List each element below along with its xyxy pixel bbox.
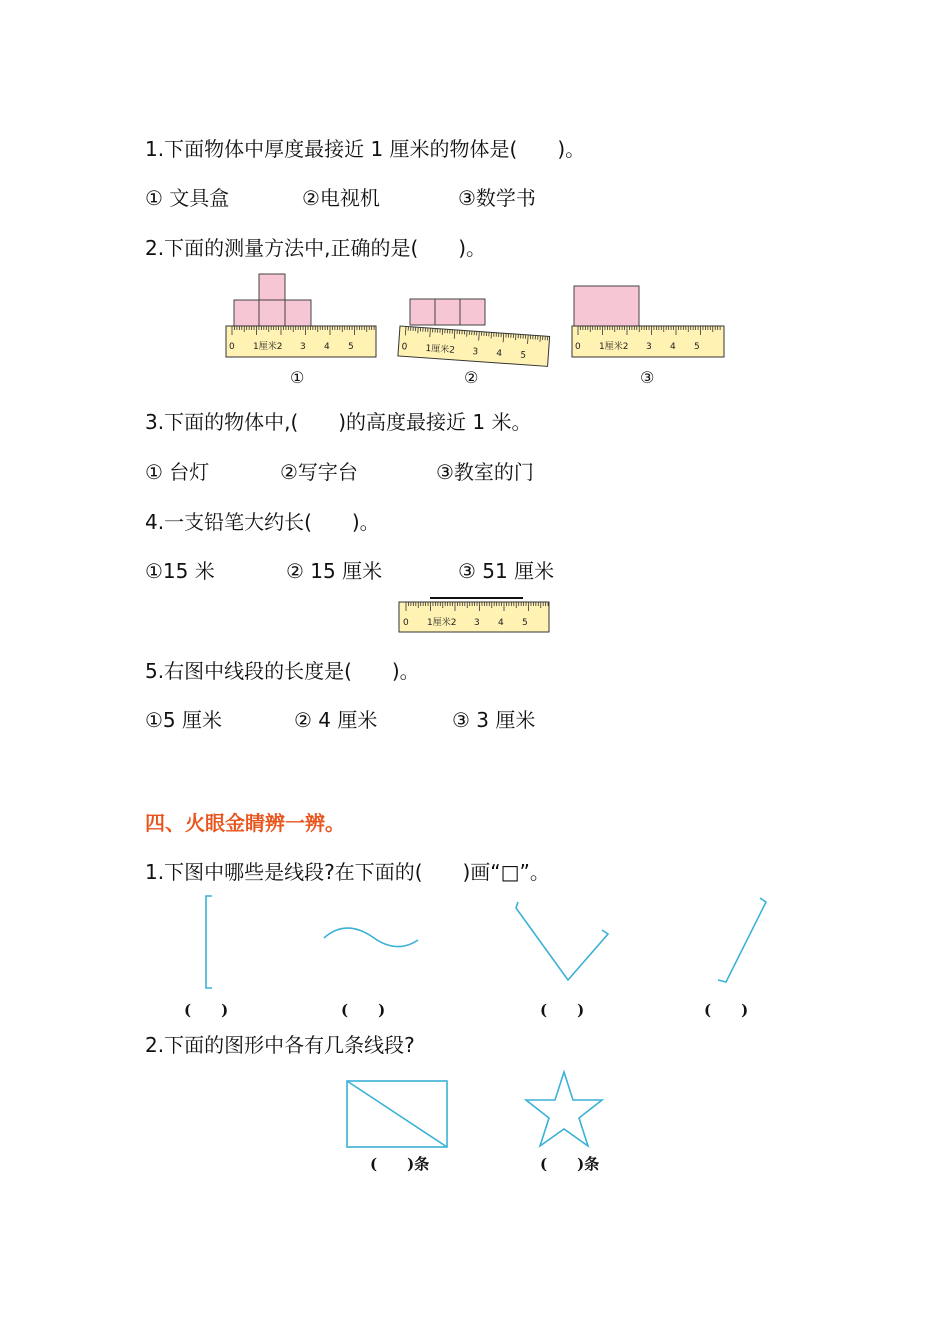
ruler-tick-label: 1厘米2 — [427, 618, 457, 628]
block — [234, 300, 260, 326]
block — [285, 300, 311, 326]
q3-option-1: ① 台灯 — [145, 460, 210, 484]
answer-blank-4[interactable]: ( ) — [704, 1001, 749, 1019]
q4-option-1: ①15 米 — [145, 559, 215, 583]
measure-figure-2 — [398, 296, 550, 370]
ruler — [399, 602, 549, 632]
q3-option-3: ③教室的门 — [436, 460, 534, 484]
ruler-tick-label: 0 — [575, 342, 581, 352]
ruler-tick-label: 5 — [694, 342, 700, 352]
block — [259, 300, 285, 326]
q5-option-2: ② 4 厘米 — [294, 708, 378, 732]
block — [574, 286, 639, 326]
ruler-tick-label: 0 — [403, 618, 409, 628]
q1-option-2: ②电视机 — [302, 186, 380, 210]
ruler-tick-label: 1厘米2 — [253, 342, 283, 352]
q1-text: 1.下面物体中厚度最接近 1 厘米的物体是( )。 — [145, 137, 586, 161]
measure-figure-1 — [226, 272, 376, 362]
answer-blank-3[interactable]: ( ) — [540, 1001, 585, 1019]
figure-rectangle-with-diagonal — [345, 1079, 449, 1149]
block — [259, 274, 285, 300]
ruler — [572, 326, 724, 357]
answer-blank-2[interactable]: ( ) — [341, 1001, 386, 1019]
ruler-tick-label: 1厘米2 — [599, 342, 629, 352]
ruler-tick-label: 3 — [472, 347, 479, 358]
answer-blank-1[interactable]: ( ) — [184, 1001, 229, 1019]
ruler — [398, 326, 550, 366]
measure-figure-3 — [572, 284, 724, 360]
figure-segment — [714, 896, 772, 986]
ruler-tick-label: 4 — [498, 618, 504, 628]
ruler-tick-label: 4 — [495, 348, 503, 360]
q2-label-2: ② — [464, 368, 479, 387]
ruler-tick-label: 4 — [670, 342, 676, 352]
ruler-tick-label: 3 — [474, 618, 480, 628]
ruler-tick-label: 5 — [348, 342, 354, 352]
figure-bracket-line — [200, 894, 220, 990]
q3-text: 3.下面的物体中,( )的高度最接近 1 米。 — [145, 410, 532, 434]
ruler-tick-label: 5 — [519, 350, 527, 361]
q5-option-3: ③ 3 厘米 — [452, 708, 536, 732]
block — [435, 299, 460, 325]
ruler-tick-label: 1厘米2 — [425, 343, 456, 356]
q4-option-2: ② 15 厘米 — [286, 559, 383, 583]
q5-option-1: ①5 厘米 — [145, 708, 223, 732]
segment-ruler-figure — [398, 596, 550, 634]
figure-star — [524, 1070, 604, 1150]
ruler-tick-label: 3 — [300, 342, 306, 352]
s4-q2-text: 2.下面的图形中各有几条线段? — [145, 1033, 415, 1057]
ruler-tick-label: 4 — [324, 342, 330, 352]
figure-angle — [512, 898, 612, 984]
section-4-heading: 四、火眼金睛辨一辨。 — [145, 811, 345, 835]
q5-text: 5.右图中线段的长度是( )。 — [145, 659, 420, 683]
count-blank-star[interactable]: ( )条 — [540, 1155, 600, 1173]
q1-option-1: ① 文具盒 — [145, 186, 230, 210]
q2-label-1: ① — [290, 368, 305, 387]
ruler-tick-label: 3 — [646, 342, 652, 352]
q2-text: 2.下面的测量方法中,正确的是( )。 — [145, 236, 487, 260]
block — [460, 299, 485, 325]
q4-text: 4.一支铅笔大约长( )。 — [145, 510, 380, 534]
count-blank-rectangle[interactable]: ( )条 — [370, 1155, 430, 1173]
ruler-tick-label: 0 — [401, 342, 408, 353]
q1-option-3: ③数学书 — [458, 186, 536, 210]
q4-option-3: ③ 51 厘米 — [458, 559, 555, 583]
figure-curve — [322, 920, 422, 960]
ruler-tick-label: 5 — [522, 618, 528, 628]
s4-q1-text: 1.下图中哪些是线段?在下面的( )画“□”。 — [145, 860, 550, 884]
ruler-tick-label: 0 — [229, 342, 235, 352]
q3-option-2: ②写字台 — [280, 460, 358, 484]
ruler — [226, 326, 376, 357]
block — [410, 299, 435, 325]
q2-label-3: ③ — [640, 368, 655, 387]
